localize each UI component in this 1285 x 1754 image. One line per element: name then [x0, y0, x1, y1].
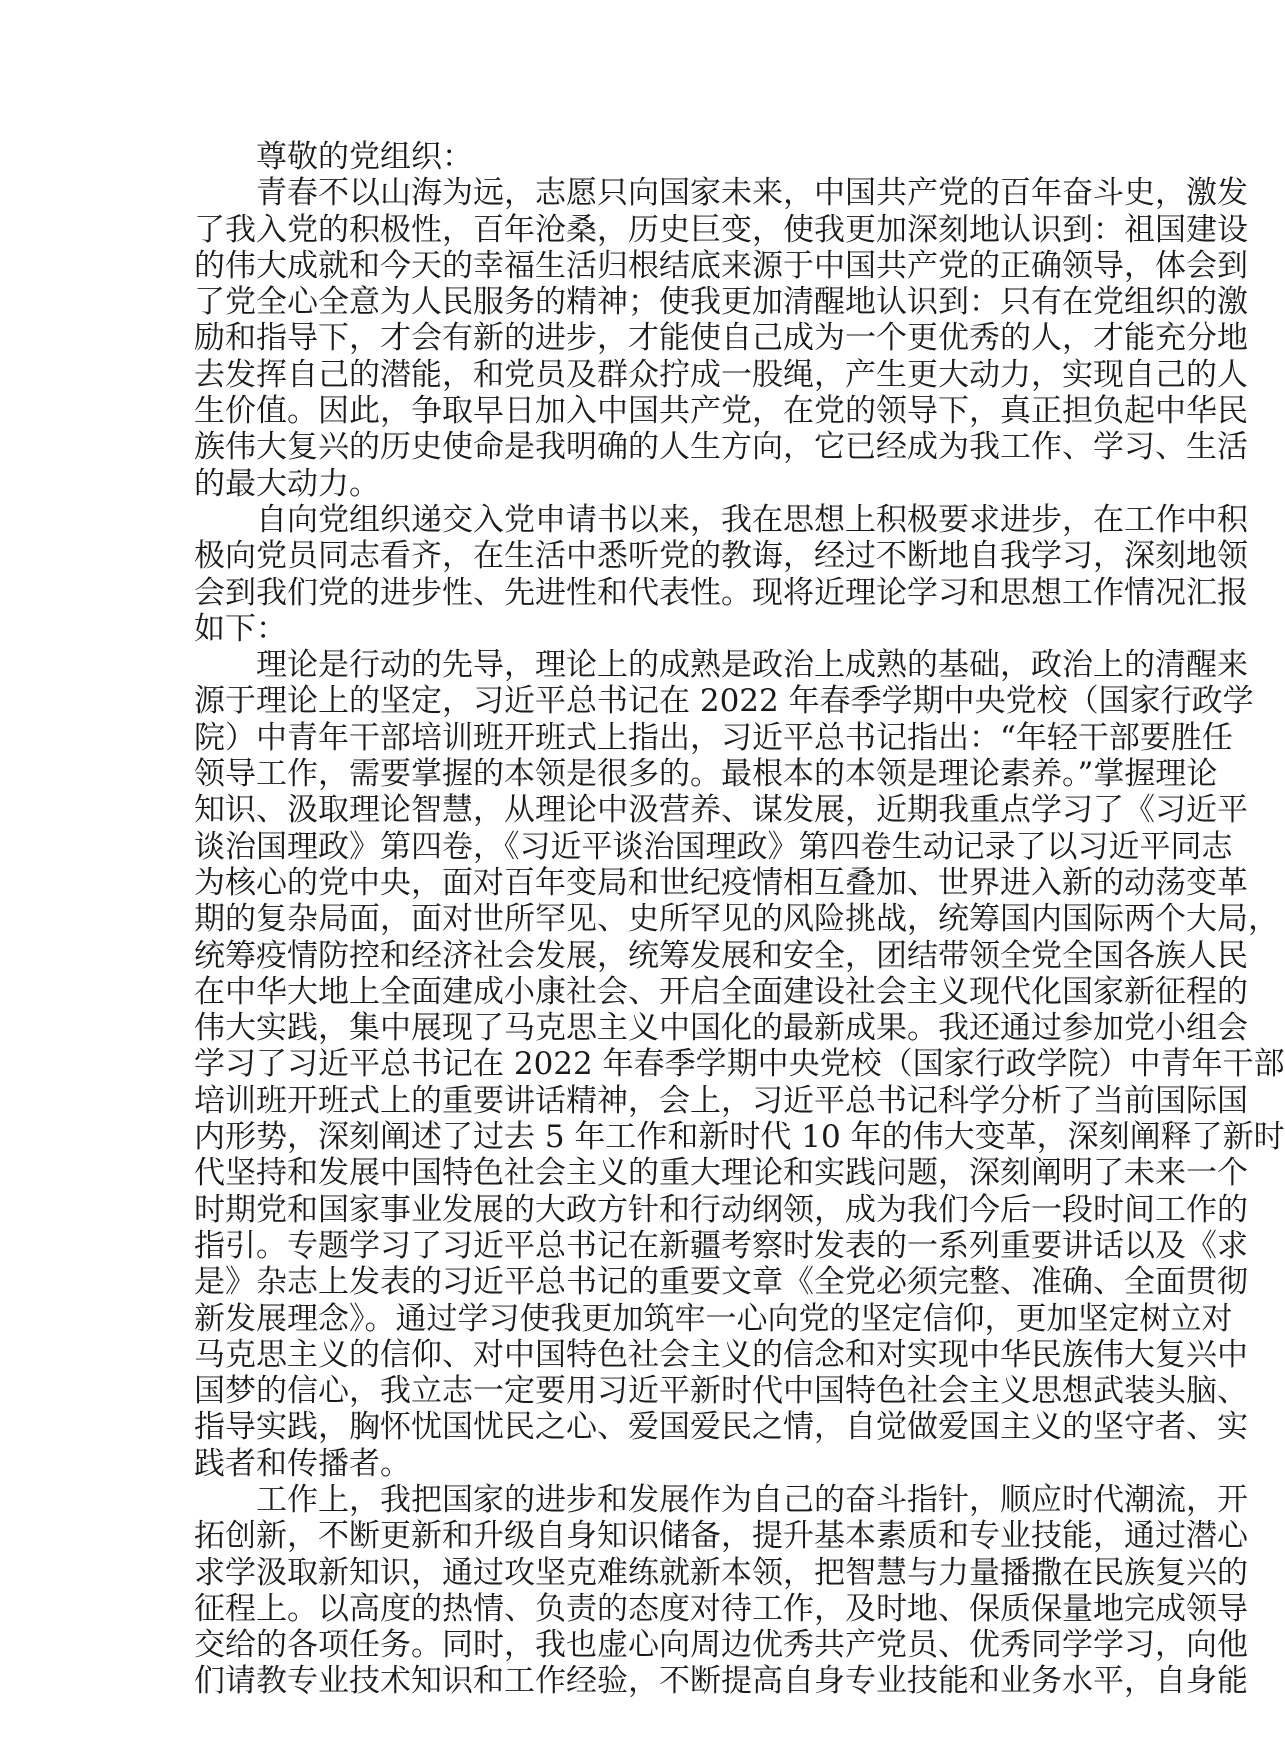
text-line: 时期党和国家事业发展的大政方针和行动纲领，成为我们今后一段时间工作的	[194, 1191, 1248, 1228]
text-line: 领导工作，需要掌握的本领是很多的。最根本的本领是理论素养。”掌握理论	[194, 756, 1218, 793]
text-line: 期的复杂局面，面对世所罕见、史所罕见的风险挑战，统筹国内国际两个大局，	[194, 901, 1279, 938]
text-line: 在中华大地上全面建成小康社会、开启全面建设社会主义现代化国家新征程的	[194, 973, 1248, 1010]
text-line: 伟大实践，集中展现了马克思主义中国化的最新成果。我还通过参加党小组会	[194, 1010, 1248, 1047]
text-line: 的最大动力。	[194, 465, 380, 502]
text-line: 知识、汲取理论智慧，从理论中汲营养、谋发展，近期我重点学习了《习近平	[194, 792, 1248, 829]
text-line: 交给的各项任务。同时，我也虚心向周边优秀共产党员、优秀同学学习，向他	[194, 1627, 1248, 1664]
text-line: 如下：	[194, 610, 287, 647]
text-line: 会到我们党的进步性、先进性和代表性。现将近理论学习和思想工作情况汇报	[194, 574, 1248, 611]
text-line: 的伟大成就和今天的幸福生活归根结底来源于中国共产党的正确领导，体会到	[194, 247, 1248, 284]
text-line: 自向党组织递交入党申请书以来，我在思想上积极要求进步，在工作中积	[256, 501, 1248, 538]
text-line: 代坚持和发展中国特色社会主义的重大理论和实践问题，深刻阐明了未来一个	[194, 1155, 1248, 1192]
document-body	[194, 139, 1285, 1700]
text-line: 院）中青年干部培训班开班式上指出，习近平总书记指出：“年轻干部要胜任	[194, 719, 1233, 756]
text-line: 指引。专题学习了习近平总书记在新疆考察时发表的一系列重要讲话以及《求	[194, 1227, 1248, 1264]
text-line: 国梦的信心，我立志一定要用习近平新时代中国特色社会主义思想武装头脑、	[194, 1373, 1248, 1410]
text-line: 了党全心全意为人民服务的精神；使我更加清醒地认识到：只有在党组织的激	[194, 284, 1248, 321]
text-line: 理论是行动的先导，理论上的成熟是政治上成熟的基础，政治上的清醒来	[256, 647, 1248, 684]
paragraph	[194, 175, 1248, 502]
text-line: 族伟大复兴的历史使命是我明确的人生方向，它已经成为我工作、学习、生活	[194, 429, 1248, 466]
salutation: 尊敬的党组织：	[256, 139, 473, 175]
text-line: 学习了习近平总书记在 2022 年春季学期中央党校（国家行政学院）中青年干部	[194, 1046, 1285, 1083]
text-line: 求学汲取新知识，通过攻坚克难练就新本领，把智慧与力量播撒在民族复兴的	[194, 1554, 1248, 1591]
text-line: 是》杂志上发表的习近平总书记的重要文章《全党必须完整、准确、全面贯彻	[194, 1264, 1248, 1301]
text-line: 征程上。以高度的热情、负责的态度对待工作，及时地、保质保量地完成领导	[194, 1590, 1248, 1627]
text-line: 指导实践，胸怀忧国忧民之心、爱国爱民之情，自觉做爱国主义的坚守者、实	[194, 1409, 1248, 1446]
paragraphs	[194, 175, 1285, 1700]
text-line: 践者和传播者。	[194, 1445, 411, 1482]
text-line: 青春不以山海为远，志愿只向国家未来，中国共产党的百年奋斗史，激发	[256, 175, 1248, 212]
text-line: 生价值。因此，争取早日加入中国共产党，在党的领导下，真正担负起中华民	[194, 393, 1248, 430]
text-line: 马克思主义的信仰、对中国特色社会主义的信念和对实现中华民族伟大复兴中	[194, 1336, 1248, 1373]
text-line: 励和指导下，才会有新的进步，才能使自己成为一个更优秀的人，才能充分地	[194, 320, 1248, 357]
text-line: 了我入党的积极性，百年沧桑，历史巨变，使我更加深刻地认识到：祖国建设	[194, 211, 1248, 248]
paragraph	[194, 1481, 1248, 1700]
text-line: 们请教专业技术知识和工作经验，不断提高自身专业技能和业务水平，自身能	[194, 1663, 1248, 1700]
text-line: 内形势，深刻阐述了过去 5 年工作和新时代 10 年的伟大变革，深刻阐释了新时	[194, 1119, 1285, 1156]
text-line: 为核心的党中央，面对百年变局和世纪疫情相互叠加、世界进入新的动荡变革	[194, 864, 1248, 901]
text-line: 源于理论上的坚定，习近平总书记在 2022 年春季学期中央党校（国家行政学	[194, 683, 1254, 720]
text-line: 谈治国理政》第四卷，《习近平谈治国理政》第四卷生动记录了以习近平同志	[194, 828, 1233, 865]
text-line: 去发挥自己的潜能，和党员及群众拧成一股绳，产生更大动力，实现自己的人	[194, 356, 1248, 393]
paragraph	[194, 647, 1285, 1482]
text-line: 新发展理念》。通过学习使我更加筑牢一心向党的坚定信仰，更加坚定树立对	[194, 1300, 1233, 1337]
text-line: 极向党员同志看齐，在生活中悉听党的教诲，经过不断地自我学习，深刻地领	[194, 538, 1248, 575]
text-line: 拓创新，不断更新和升级自身知识储备，提升基本素质和专业技能，通过潜心	[194, 1518, 1248, 1555]
text-line: 培训班开班式上的重要讲话精神，会上，习近平总书记科学分析了当前国际国	[194, 1082, 1248, 1119]
paragraph	[194, 501, 1248, 647]
text-line: 工作上，我把国家的进步和发展作为自己的奋斗指针，顺应时代潮流，开	[256, 1481, 1248, 1518]
text-line: 统筹疫情防控和经济社会发展，统筹发展和安全，团结带领全党全国各族人民	[194, 937, 1248, 974]
